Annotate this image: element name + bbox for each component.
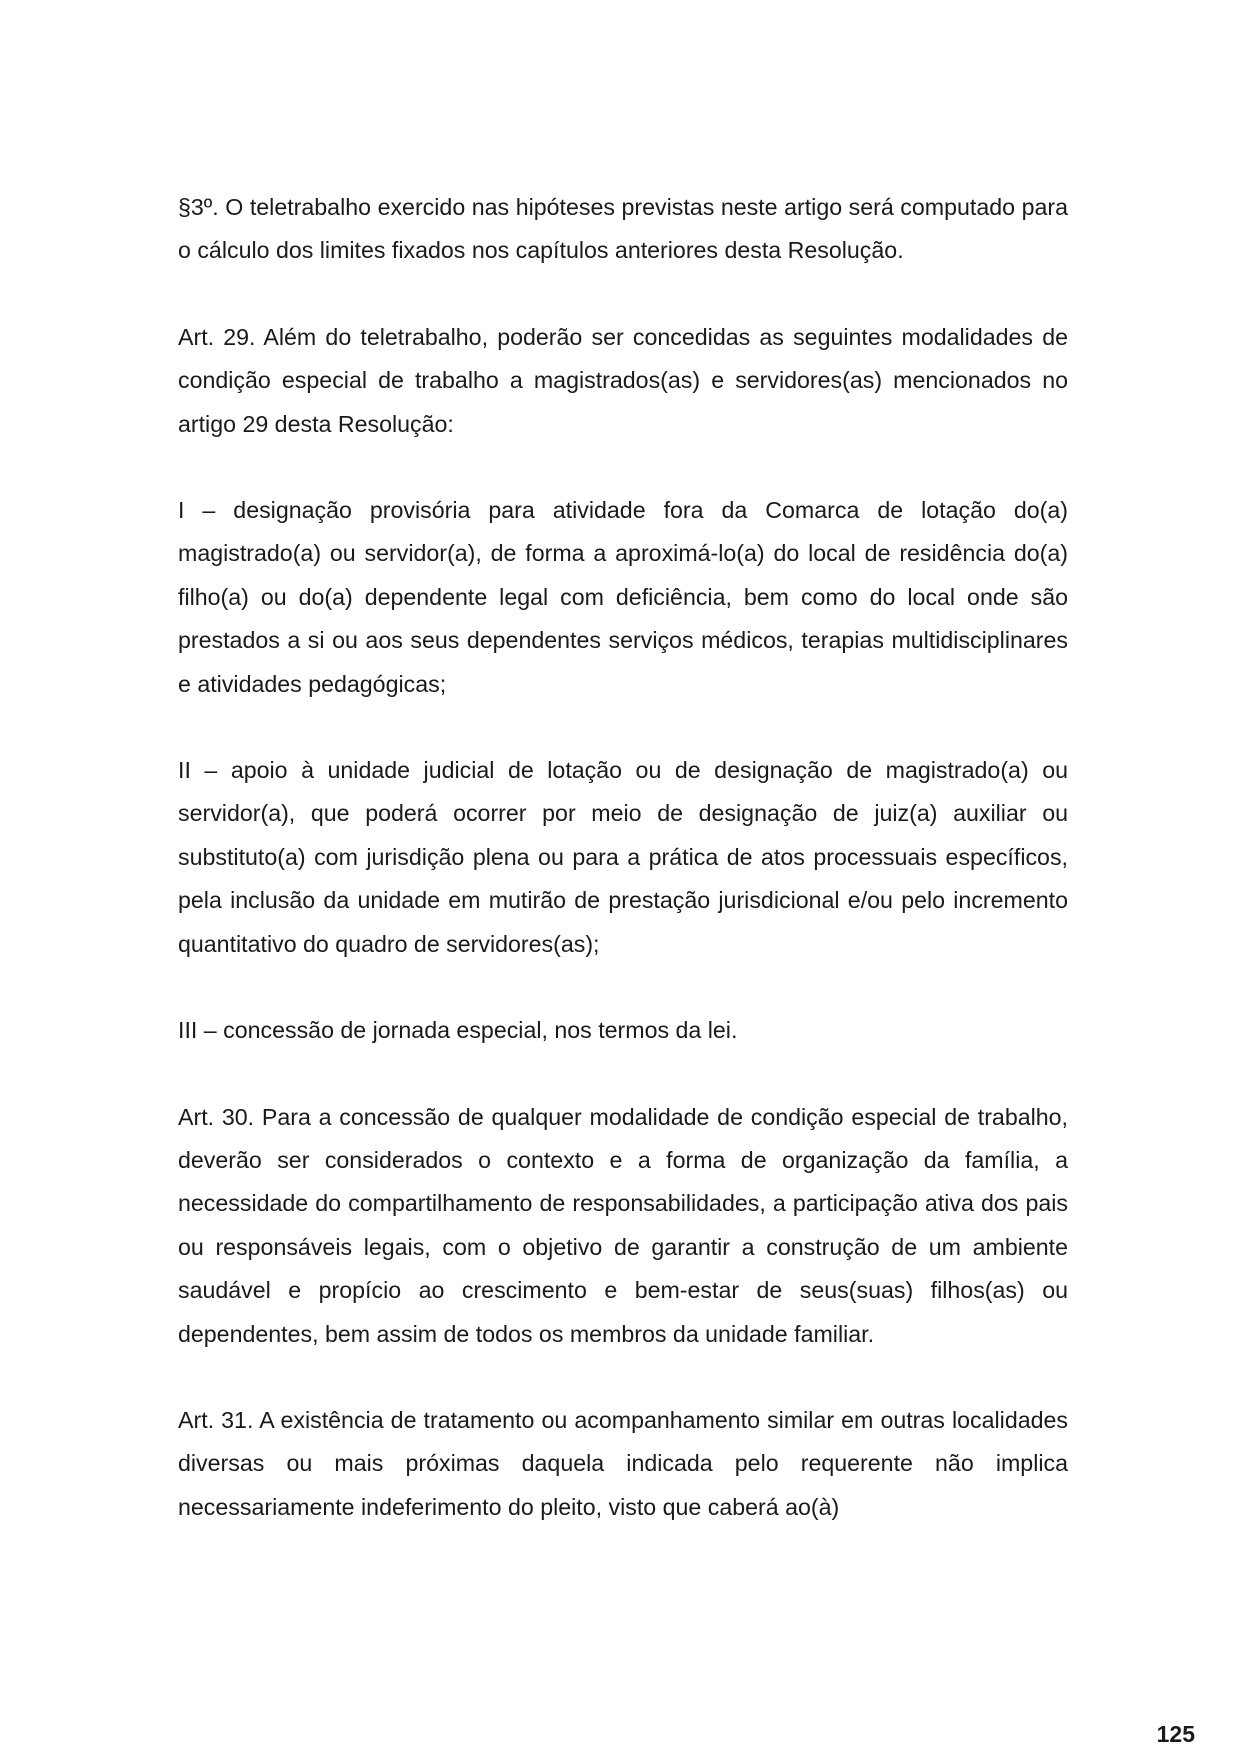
paragraph-art-31: Art. 31. A existência de tratamento ou acompanhamento similar em outras localidades diversas ou mais próximas daquela indicada pelo requerente não implica necessariamente indeferimento do pleito, visto que caberá ao(à) <box>178 1406 1068 1520</box>
paragraph-paragrafo-3: §3º. O teletrabalho exercido nas hipóteses previstas neste artigo será computado para o cálculo dos limites fixados nos capítulos anteriores desta Resolução. <box>178 194 1068 264</box>
paragraph-inciso-iii: III – concessão de jornada especial, nos termos da lei. <box>178 1017 738 1044</box>
page-number: 125 <box>1156 1721 1195 1747</box>
paragraph-inciso-i: I – designação provisória para atividade fora da Comarca de lotação do(a) magistrado(a) ou servidor(a), de forma a aproximá-lo(a) do local de residência do(a) filho(a) ou do(a) dependente legal com deficiência, bem como do local onde são prestados a si ou aos seus dependentes serviços médicos, terapias multidisciplinares e atividades pedagógicas; <box>178 497 1068 697</box>
paragraph-art-29: Art. 29. Além do teletrabalho, poderão ser concedidas as seguintes modalidades de condição especial de trabalho a magistrados(as) e servidores(as) mencionados no artigo 29 desta Resolução: <box>178 323 1068 437</box>
paragraph-inciso-ii: II – apoio à unidade judicial de lotação ou de designação de magistrado(a) ou servidor(a), que poderá ocorrer por meio de designação de juiz(a) auxiliar ou substituto(a) com jurisdição plena ou para a prática de atos processuais específicos, pela inclusão da unidade em mutirão de prestação jurisdicional e/ou pelo incremento quantitativo do quadro de servidores(as); <box>178 757 1068 957</box>
document-body <box>178 186 1068 1529</box>
paragraph-art-30: Art. 30. Para a concessão de qualquer modalidade de condição especial de trabalho, deverão ser considerados o contexto e a forma de organização da família, a necessidade do compartilhamento de responsabilidades, a participação ativa dos pais ou responsáveis legais, com o objetivo de garantir a construção de um ambiente saudável e propício ao crescimento e bem-estar de seus(suas) filhos(as) ou dependentes, bem assim de todos os membros da unidade familiar. <box>178 1103 1068 1347</box>
